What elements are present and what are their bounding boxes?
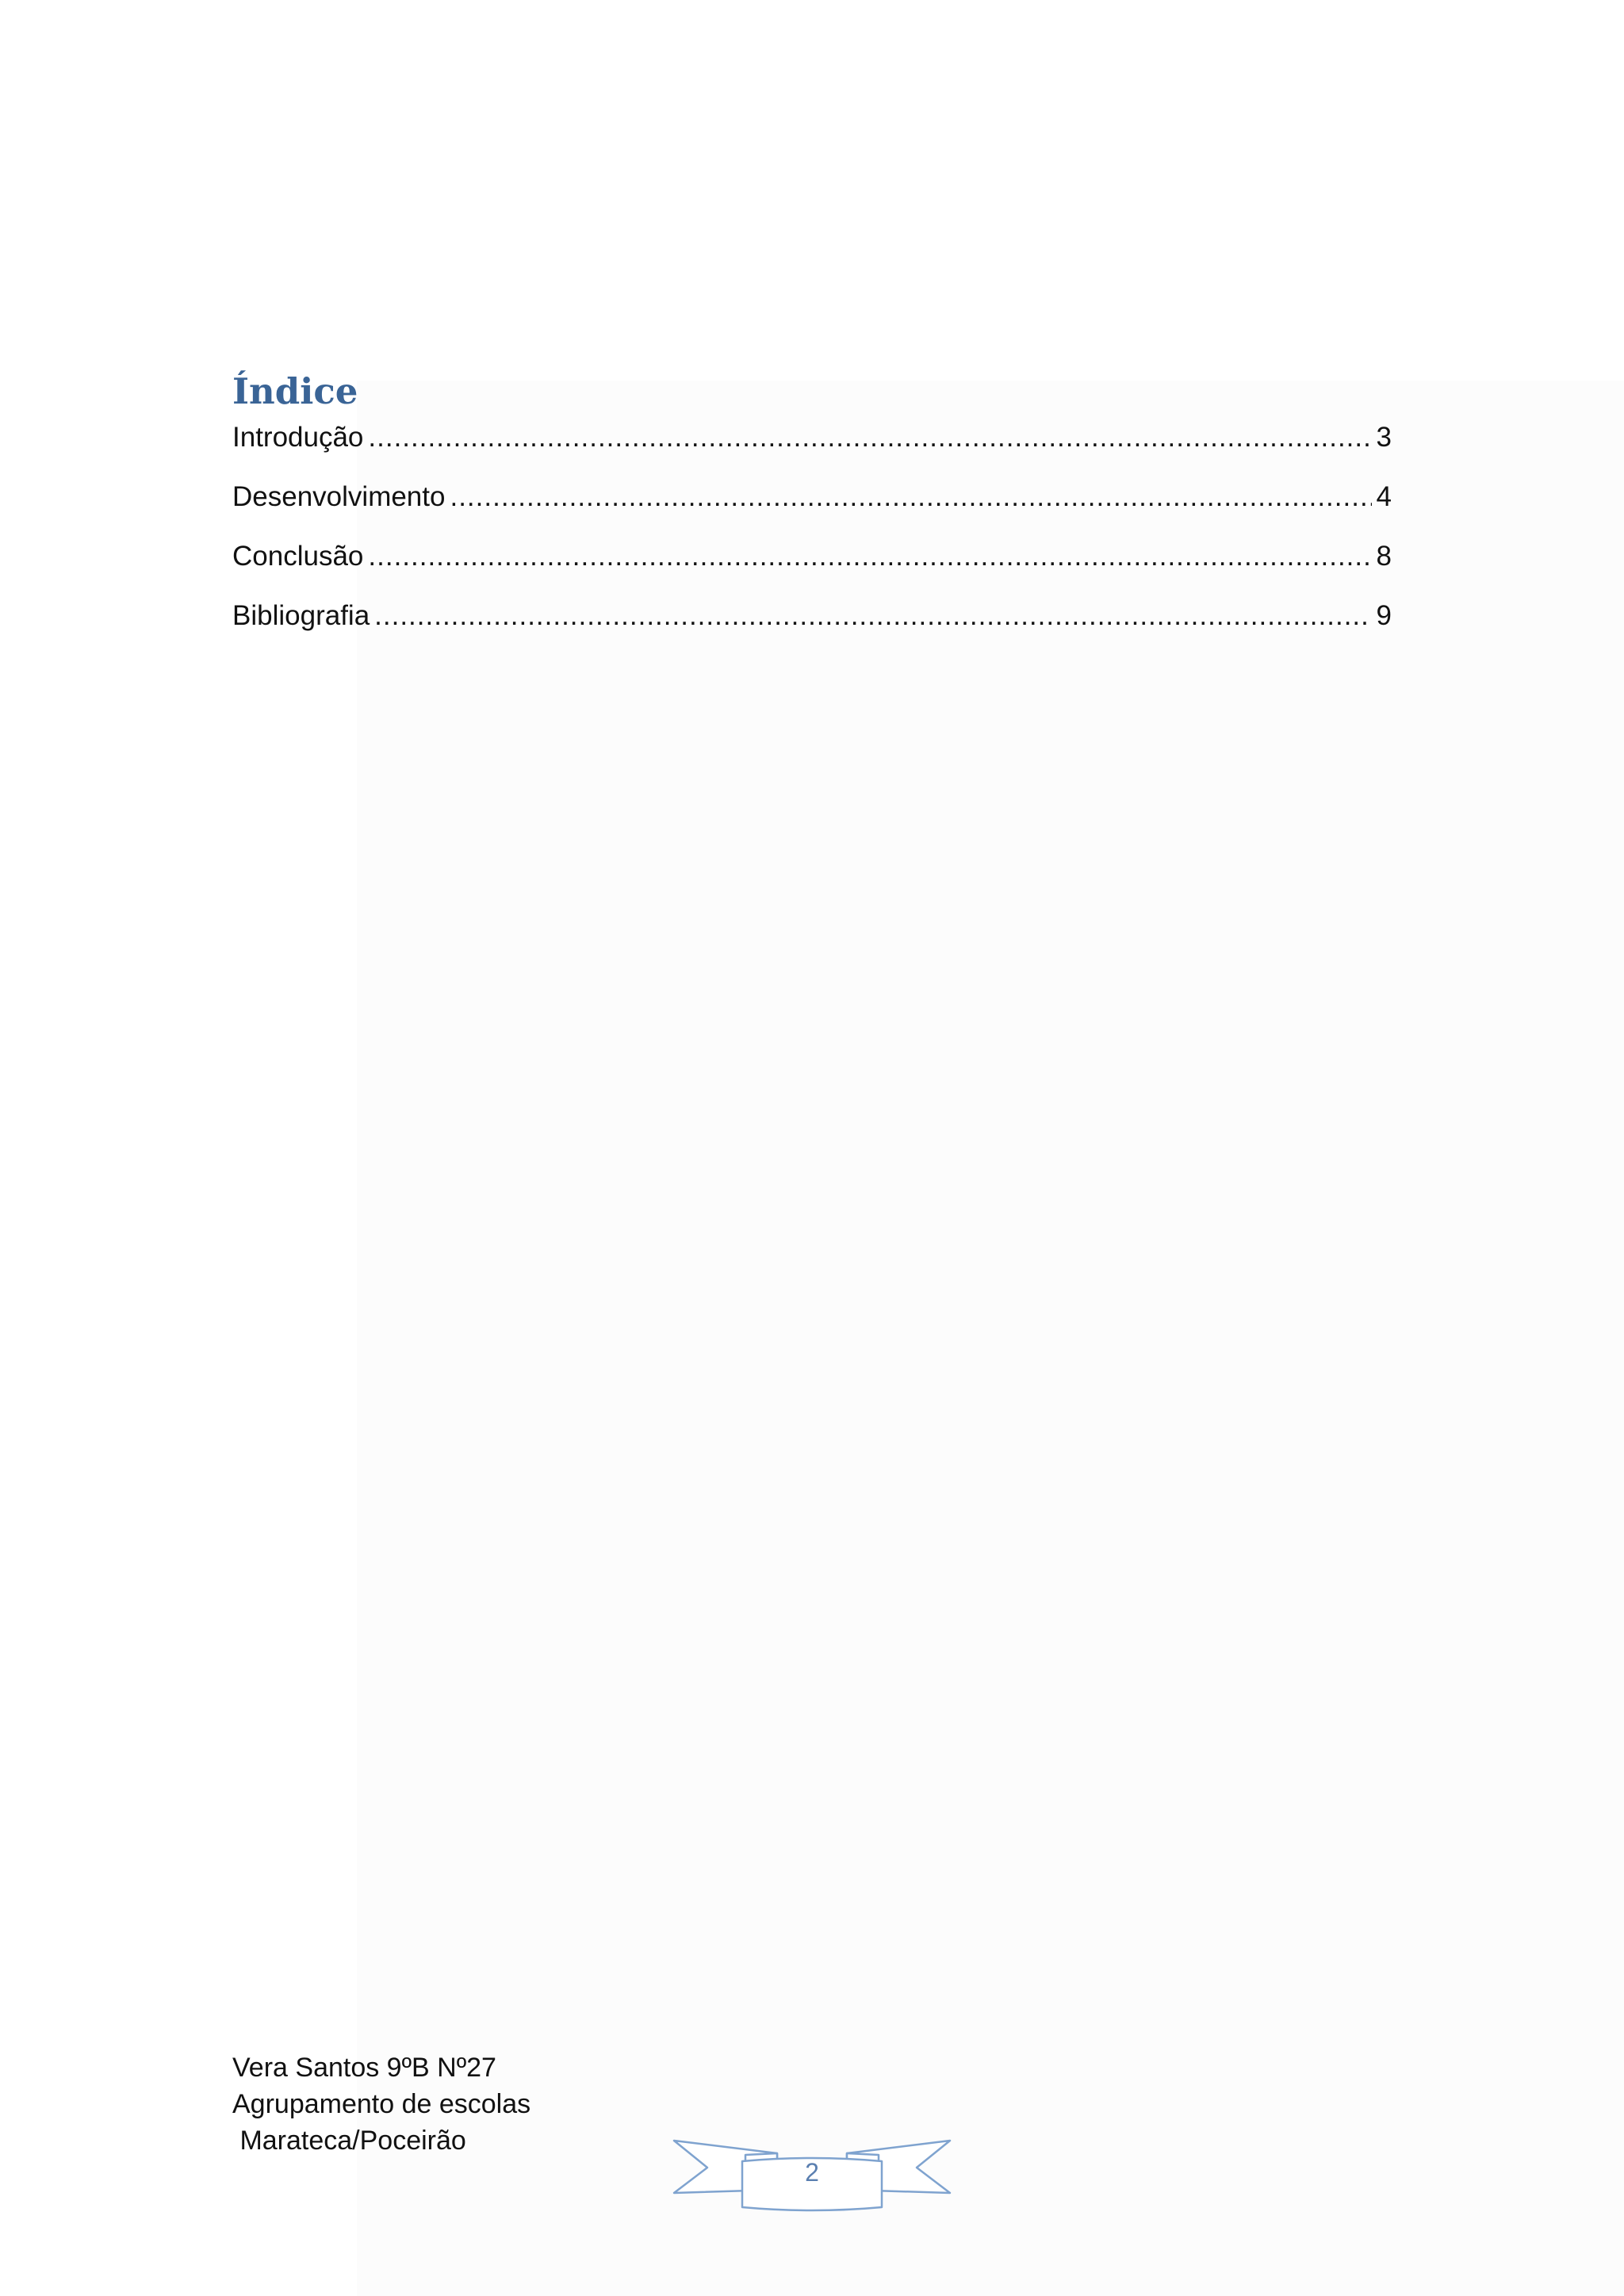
footer-author-line: Vera Santos 9ºB Nº27 <box>232 2053 496 2083</box>
toc-entry-page: 4 <box>1376 481 1392 512</box>
toc-entry-page: 9 <box>1376 600 1392 631</box>
toc-entry-label: Desenvolvimento <box>232 481 446 512</box>
page-number-ribbon <box>672 2137 952 2214</box>
table-of-contents <box>232 366 1392 660</box>
toc-dot-leader <box>368 422 1371 453</box>
toc-entry[interactable] <box>232 422 1392 481</box>
footer-location-line: Marateca/Poceirão <box>232 2126 466 2156</box>
toc-entry-page: 3 <box>1376 422 1392 453</box>
toc-dot-leader <box>374 600 1371 632</box>
footer-school-line: Agrupamento de escolas <box>232 2089 531 2119</box>
toc-heading: Índice <box>232 370 358 412</box>
toc-entry-label: Conclusão <box>232 541 364 572</box>
toc-entry[interactable] <box>232 481 1392 541</box>
toc-dot-leader <box>450 481 1371 513</box>
footer-author-block <box>232 2049 530 2159</box>
toc-entry[interactable] <box>232 600 1392 660</box>
toc-dot-leader <box>368 541 1371 572</box>
toc-entry[interactable] <box>232 541 1392 600</box>
toc-entry-label: Bibliografia <box>232 600 370 631</box>
toc-entry-label: Introdução <box>232 422 364 453</box>
page-number: 2 <box>805 2158 819 2187</box>
page-background <box>357 381 1624 2296</box>
toc-entry-page: 8 <box>1376 541 1392 572</box>
